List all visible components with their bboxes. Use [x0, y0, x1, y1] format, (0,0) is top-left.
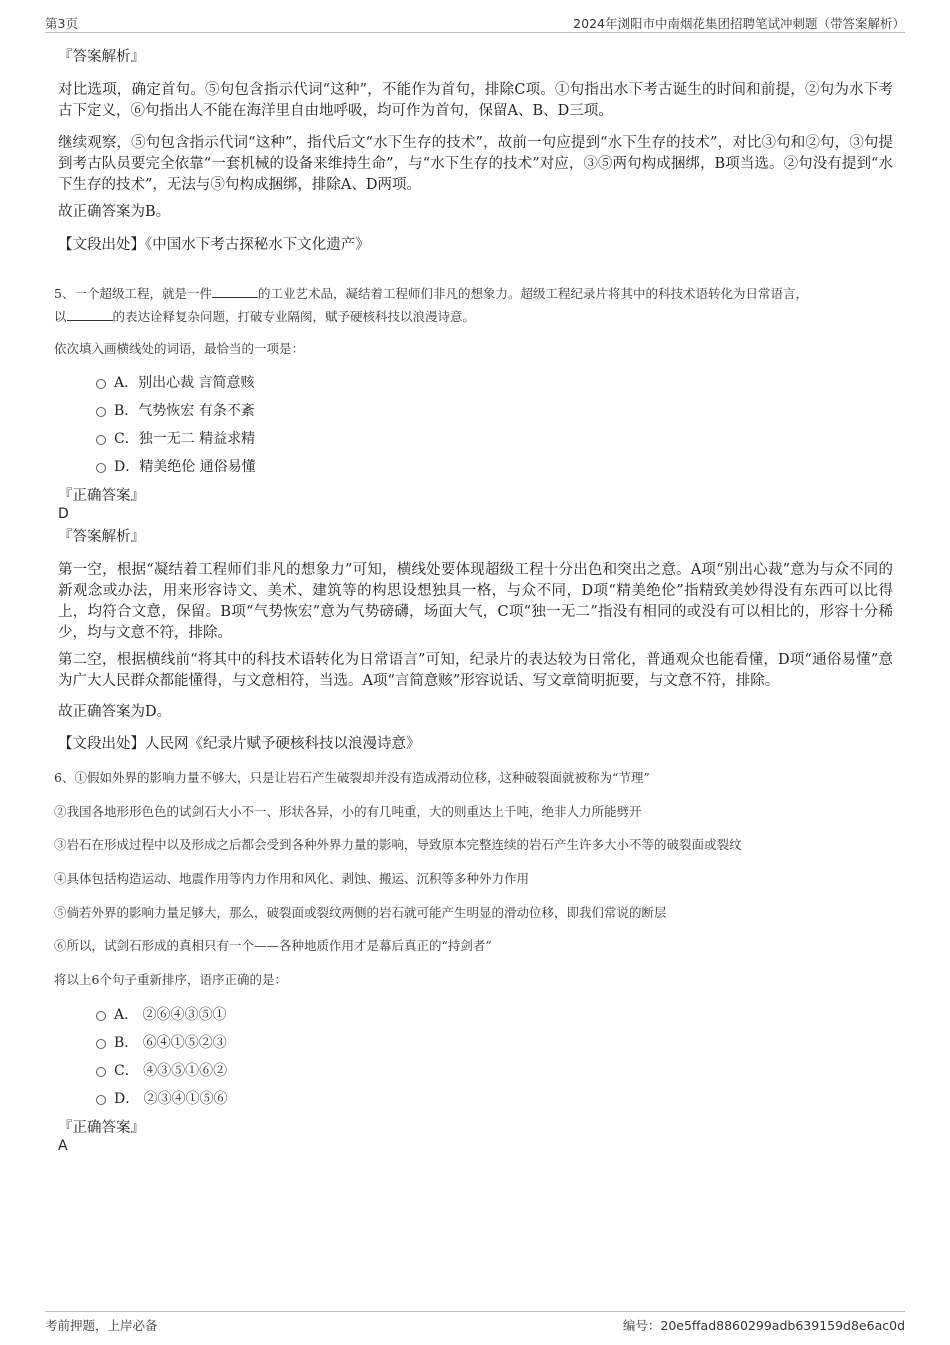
- q6-sentence-5: ⑤倘若外界的影响力量足够大，那么，破裂面或裂纹两侧的岩石就可能产生明显的滑动位移，即我们常说的断层: [54, 905, 667, 920]
- q6-answer: A: [58, 1138, 68, 1154]
- q4-conclusion: 故正确答案为B。: [58, 204, 171, 220]
- q6-option-a[interactable]: A． ②⑥④③⑤①: [96, 1005, 227, 1025]
- radio-icon[interactable]: [96, 1039, 106, 1049]
- document-title: 2024年浏阳市中南烟花集团招聘笔试冲刺题（带答案解析）: [573, 16, 905, 31]
- radio-icon[interactable]: [96, 463, 106, 473]
- q6-option-c[interactable]: C． ④③⑤①⑥②: [96, 1061, 227, 1081]
- page-header: [45, 14, 905, 33]
- q6-sentence-4: ④具体包括构造运动、地震作用等内力作用和风化、剥蚀、搬运、沉积等多种外力作用: [54, 871, 530, 886]
- q5-analysis-paragraph-1: 第一空，根据“凝结着工程师们非凡的想象力”可知，横线处要体现超级工程十分出色和突出之意。A项“别出心裁”意为与众不同的新观念或办法，用来形容诗文、美术、建筑等的构思设想独具一格，与众不同，D项“精美绝伦”指精致美妙得没有东西可以比得上，均符合文意，保留。B项“气势恢宏”意为气势磅礴，场面大气，C项“独一无二”指没有相同的或没有可以相比的，形容十分稀少，均与文意不符，排除。: [58, 562, 893, 641]
- q5-option-c[interactable]: C．独一无二 精益求精: [96, 429, 255, 449]
- radio-icon[interactable]: [96, 1095, 106, 1105]
- q5-analysis-heading: 『答案解析』: [58, 529, 145, 545]
- q5-answer: D: [58, 506, 69, 522]
- q5-blank-2: [67, 308, 113, 321]
- q5-stem: 5、一个超级工程，就是一件 的工业艺术品，凝结着工程师们非凡的想象力。超级工程纪录片将其中的科技术语转化为日常语言， 以 的表达诠释复杂问题，打破专业隔阂，赋予硬核科技以浪漫诗意。: [54, 286, 808, 324]
- q5-option-b[interactable]: B．气势恢宏 有条不紊: [96, 401, 255, 421]
- q4-analysis-paragraph-1: 对比选项，确定首句。⑤句包含指示代词“这种”，不能作为首句，排除C项。①句指出水下考古诞生的时间和前提，②句为水下考古下定义，⑥句指出人不能在海洋里自由地呼吸，均可作为首句，保留A、B、D三项。: [58, 82, 893, 119]
- q4-analysis-paragraph-2: 继续观察，⑤句包含指示代词“这种”，指代后文“水下生存的技术”，故前一句应提到“水下生存的技术”，对比③句和②句，③句提到考古队员要完全依靠“一套机械的设备来维持生命”，与“水下生存的技术”对应，③⑤两句构成捆绑，B项当选。②句没有提到“水下生存的技术”，无法与⑤句构成捆绑，排除A、D两项。: [58, 135, 893, 193]
- q6-answer-heading: 『正确答案』: [58, 1120, 145, 1136]
- q5-option-a[interactable]: A．别出心裁 言简意赅: [96, 373, 255, 393]
- page-footer: [45, 1311, 905, 1334]
- radio-icon[interactable]: [96, 407, 106, 417]
- q4-analysis-heading: 『答案解析』: [58, 49, 145, 65]
- document-serial: 编号：20e5ffad8860299adb639159d8e6ac0d: [622, 1318, 905, 1333]
- q5-blank-1: [212, 285, 258, 298]
- radio-icon[interactable]: [96, 435, 106, 445]
- q5-source: 【文段出处】人民网《纪录片赋予硬核科技以浪漫诗意》: [58, 736, 421, 752]
- q6-sentence-6: ⑥所以，试剑石形成的真相只有一个——各种地质作用才是幕后真正的“持剑者”: [54, 938, 492, 953]
- q5-answer-heading: 『正确答案』: [58, 488, 145, 504]
- q6-option-d[interactable]: D． ②③④①⑤⑥: [96, 1089, 228, 1109]
- q6-option-b[interactable]: B． ⑥④①⑤②③: [96, 1033, 227, 1053]
- page-number: 第3页: [45, 16, 78, 31]
- q5-conclusion: 故正确答案为D。: [58, 704, 172, 720]
- radio-icon[interactable]: [96, 379, 106, 389]
- q5-instruction: 依次填入画横线处的词语，最恰当的一项是：: [54, 341, 305, 356]
- q6-instruction: 将以上6个句子重新排序，语序正确的是：: [54, 972, 287, 987]
- footer-slogan: 考前押题，上岸必备: [45, 1318, 158, 1333]
- q6-sentence-2: ②我国各地形形色色的试剑石大小不一、形状各异，小的有几吨重，大的则重达上千吨，绝非人力所能劈开: [54, 804, 642, 819]
- radio-icon[interactable]: [96, 1011, 106, 1021]
- q5-option-d[interactable]: D．精美绝伦 通俗易懂: [96, 457, 256, 477]
- radio-icon[interactable]: [96, 1067, 106, 1077]
- q4-source: 【文段出处】《中国水下考古探秘水下文化遗产》: [58, 237, 370, 253]
- q6-sentence-3: ③岩石在形成过程中以及形成之后都会受到各种外界力量的影响，导致原本完整连续的岩石产生许多大小不等的破裂面或裂纹: [54, 837, 742, 852]
- q6-sentence-1: 6、①假如外界的影响力量不够大，只是让岩石产生破裂却并没有造成滑动位移，这种破裂面就被称为“节理”: [54, 770, 650, 785]
- q5-analysis-paragraph-2: 第二空，根据横线前“将其中的科技术语转化为日常语言”可知，纪录片的表达较为日常化，普通观众也能看懂，D项“通俗易懂”意为广大人民群众都能懂得，与文意相符，当选。A项“言简意赅”形容说话、写文章简明扼要，与文意不符，排除。: [58, 652, 893, 689]
